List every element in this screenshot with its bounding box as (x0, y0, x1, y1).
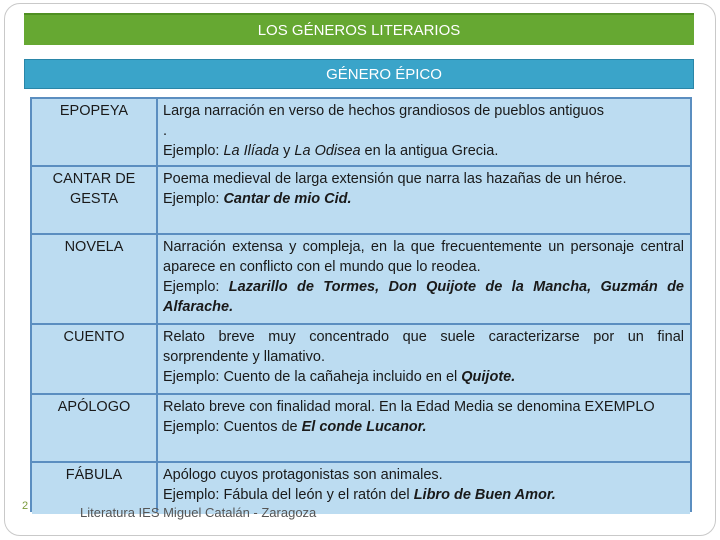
footer-text: Literatura IES Miguel Catalán - Zaragoza (80, 505, 317, 520)
description-line (163, 367, 684, 387)
table-row (30, 99, 692, 165)
description-line: Poema medieval de larga extensión que narra las hazañas de un héroe. (163, 171, 627, 187)
genre-description (158, 235, 690, 323)
text-run: Ejemplo: (163, 143, 224, 159)
text-run: Ejemplo: Cuento de la cañaheja incluido en el (163, 369, 462, 385)
work-title: Lazarillo de Tormes, Don Quijote de la Mancha, Guzmán de Alfarache. (163, 279, 684, 315)
genre-term: APÓLOGO (32, 395, 156, 461)
work-title: El conde Lucanor. (301, 419, 427, 435)
section-title (24, 59, 694, 89)
text-run: Ejemplo: Fábula del león y el ratón del (163, 487, 414, 503)
work-title: Cantar de mio Cid. (223, 191, 352, 207)
description-line (163, 417, 684, 437)
genre-term: CUENTO (32, 325, 156, 393)
table-row (30, 167, 692, 233)
genre-term: CANTAR DE GESTA (32, 167, 156, 233)
text-run: Ejemplo: (163, 279, 229, 295)
description-line: Larga narración en verso de hechos grandiosos de pueblos antiguos (163, 103, 604, 119)
description-line (163, 485, 684, 505)
description-line: Apólogo cuyos protagonistas son animales. (163, 467, 443, 483)
description-line (163, 189, 684, 209)
genre-term: EPOPEYA (32, 99, 156, 165)
description-line: Relato breve con finalidad moral. En la Edad Media se denomina EXEMPLO (163, 399, 655, 415)
description-line: Narración extensa y compleja, en la que frecuentemente un personaje central aparece en conflicto con el mundo que lo reodea. (163, 239, 684, 275)
description-line (163, 277, 684, 317)
work-title: La Odisea (294, 143, 361, 159)
table-row (30, 235, 692, 323)
page-title-text: LOS GÉNEROS LITERARIOS (257, 21, 461, 39)
table-row (30, 325, 692, 393)
genre-description (158, 167, 690, 233)
section-title-text: GÉNERO ÉPICO (326, 65, 442, 83)
slide-number: 2 (22, 500, 29, 512)
genre-description (158, 325, 690, 393)
description-line: Relato breve muy concentrado que suele caracterizarse por un final sorprendente y llamativo. (163, 329, 684, 365)
genre-term: NOVELA (32, 235, 156, 323)
page-title (24, 13, 694, 45)
work-title: Quijote. (461, 369, 516, 385)
work-title: La Ilíada (223, 143, 280, 159)
table-row (30, 395, 692, 461)
description-line: . (163, 123, 168, 139)
text-run: Ejemplo: (163, 191, 224, 207)
genre-description (158, 395, 690, 461)
genres-table (30, 97, 692, 512)
work-title: Libro de Buen Amor. (413, 487, 556, 503)
text-run: en la antigua Grecia. (360, 143, 499, 159)
genre-term: FÁBULA (32, 463, 156, 514)
genre-description (158, 99, 690, 165)
description-line (163, 141, 684, 161)
text-run: y (279, 143, 295, 159)
text-run: Ejemplo: Cuentos de (163, 419, 302, 435)
